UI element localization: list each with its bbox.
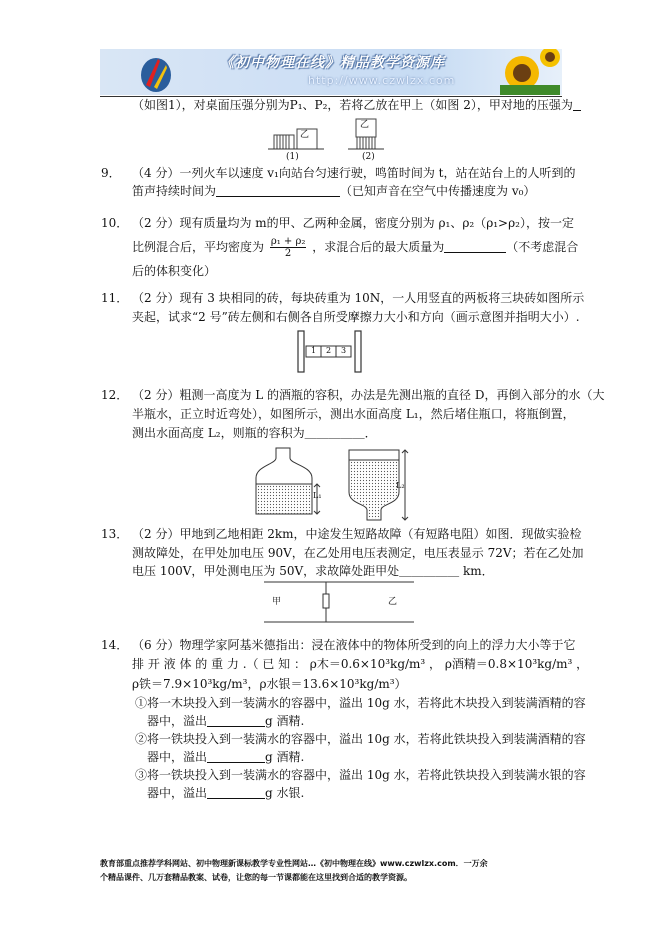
footer-line1: 教育部重点推荐学科网站、初中物理新课标教学专业性网站…《初中物理在线》www.czwlzx.com．一万余 bbox=[100, 859, 488, 868]
label-l2: L₂ bbox=[396, 481, 405, 490]
q12-line1: （2 分）粗测一高度为 L 的酒瓶的容积，办法是先测出瓶的直径 D，再倒入部分的水（大 bbox=[132, 388, 605, 402]
q14-sub3-line1: ③将一铁块投入到一装满水的容器中，溢出 10g 水，若将此铁块投入到装满水银的容 bbox=[135, 768, 586, 782]
q11-line2: 夹起，试求“2 号”砖左侧和右侧各自所受摩擦力大小和方向（画示意图并指明大小）. bbox=[132, 310, 580, 324]
brick-2-label: 2 bbox=[326, 346, 332, 355]
q9-line1: （4 分）一列火车以速度 v₁向站台匀速行驶，鸣笛时间为 t，站在站台上的人听到的 bbox=[132, 166, 576, 180]
q12-line2: 半瓶水，正立时近弯处），如图所示，测出水面高度 L₁，然后堵住瓶口，将瓶倒置， bbox=[132, 407, 575, 421]
q12-bottle-upright bbox=[254, 446, 322, 518]
q14-line1: （6 分）物理学家阿基米德指出：浸在液体中的物体所受到的向上的浮力大小等于它 bbox=[132, 638, 576, 652]
q10-fraction: $\frac{\text{ρ₁ + ρ₂}}{2}$ bbox=[270, 236, 306, 259]
q10-number: 10． bbox=[101, 216, 129, 230]
q14-sub2-line2: 器中，溢出 g 酒精. bbox=[147, 750, 305, 764]
q10-line3: 后的体积变化） bbox=[132, 264, 217, 278]
q13-number: 13． bbox=[101, 527, 129, 541]
q14-sub3-blank[interactable] bbox=[207, 786, 265, 799]
site-title: 《初中物理在线》精品教学资源库 bbox=[220, 55, 445, 71]
label-l1: L₁ bbox=[313, 491, 322, 500]
q13-line3: 电压 100V，甲处测电压为 50V，求故障处距甲处＿＿＿＿＿ km． bbox=[132, 564, 494, 578]
q14-sub2-line1: ②将一铁块投入到一装满水的容器中，溢出 10g 水，若将此铁块投入到装满酒精的容 bbox=[135, 732, 586, 746]
q13-line2: 测故障处，在甲处加电压 90V，在乙处用电压表测定，电压表显示 72V；若在乙处加 bbox=[132, 546, 584, 560]
q14-line2: 排 开 液 体 的 重 力 .（ 已 知 ： ρ木＝0.6×10³kg/m³ ， ρ酒精＝0.8×10³kg/m³ ， bbox=[132, 657, 589, 671]
sunflower-icon bbox=[492, 49, 562, 95]
q9-line2: 笛声持续时间为 （已知声音在空气中传播速度为 v₀） bbox=[132, 184, 536, 198]
q14-number: 14． bbox=[101, 638, 129, 652]
q14-sub1-line1: ①将一木块投入到一装满水的容器中，溢出 10g 水，若将此木块投入到装满酒精的容 bbox=[135, 696, 586, 710]
q14-sub3-line2: 器中，溢出 g 水银. bbox=[147, 786, 305, 800]
q10-line2: 比例混合后，平均密度为 $\frac{\text{ρ₁ + ρ₂}}{2}$ ，求混合后的最大质量为 （不考虑混合 bbox=[132, 236, 579, 259]
q13-line1: （2 分）甲地到乙地相距 2km，中途发生短路故障（有短路电阻）如图．现做实验检 bbox=[132, 527, 582, 541]
q9-answer-blank[interactable] bbox=[216, 184, 340, 197]
q8-figure-1-label: (1) bbox=[286, 152, 299, 162]
q8-label-yi-2: 乙 bbox=[360, 120, 370, 130]
logo-icon bbox=[136, 51, 176, 95]
q10-answer-blank[interactable] bbox=[444, 240, 506, 253]
q11-line1: （2 分）现有 3 块相同的砖，每块砖重为 10N，一人用竖直的两板将三块砖如图所示 bbox=[132, 291, 585, 305]
q14-line3: ρ铁＝7.9×10³kg/m³，ρ水银＝13.6×10³kg/m³） bbox=[132, 677, 407, 691]
q14-sub1-blank[interactable] bbox=[207, 714, 265, 727]
q8-text: （如图1），对桌面压强分别为P₁、P₂，若将乙放在甲上（如图 2），甲对地的压强为 bbox=[132, 97, 581, 113]
brick-1-label: 1 bbox=[311, 346, 317, 355]
q10-line1: （2 分）现有质量均为 m的甲、乙两种金属，密度分别为 ρ₁、ρ₂（ρ₁>ρ₂），按一定 bbox=[132, 216, 574, 230]
q9-number: 9． bbox=[101, 166, 121, 180]
q12-line3: 测出水面高度 L₂，则瓶的容积为＿＿＿＿＿． bbox=[132, 426, 377, 440]
site-banner bbox=[100, 49, 562, 95]
q14-sub1-line2: 器中，溢出 g 酒精. bbox=[147, 714, 305, 728]
footer-line2: 个精品课件、几万套精品教案、试卷，让您的每一节课都能在这里找到合适的教学资源。 bbox=[100, 873, 412, 882]
site-url[interactable]: http://www.czwlzx.com bbox=[308, 74, 456, 87]
label-yi: 乙 bbox=[388, 597, 398, 607]
brick-3-label: 3 bbox=[341, 346, 347, 355]
q11-number: 11． bbox=[101, 291, 129, 305]
q14-sub2-blank[interactable] bbox=[207, 750, 265, 763]
q8-figure-2-label: (2) bbox=[362, 152, 375, 162]
q12-number: 12． bbox=[101, 388, 129, 402]
label-jia: 甲 bbox=[272, 597, 282, 607]
q8-label-yi: 乙 bbox=[300, 130, 310, 140]
